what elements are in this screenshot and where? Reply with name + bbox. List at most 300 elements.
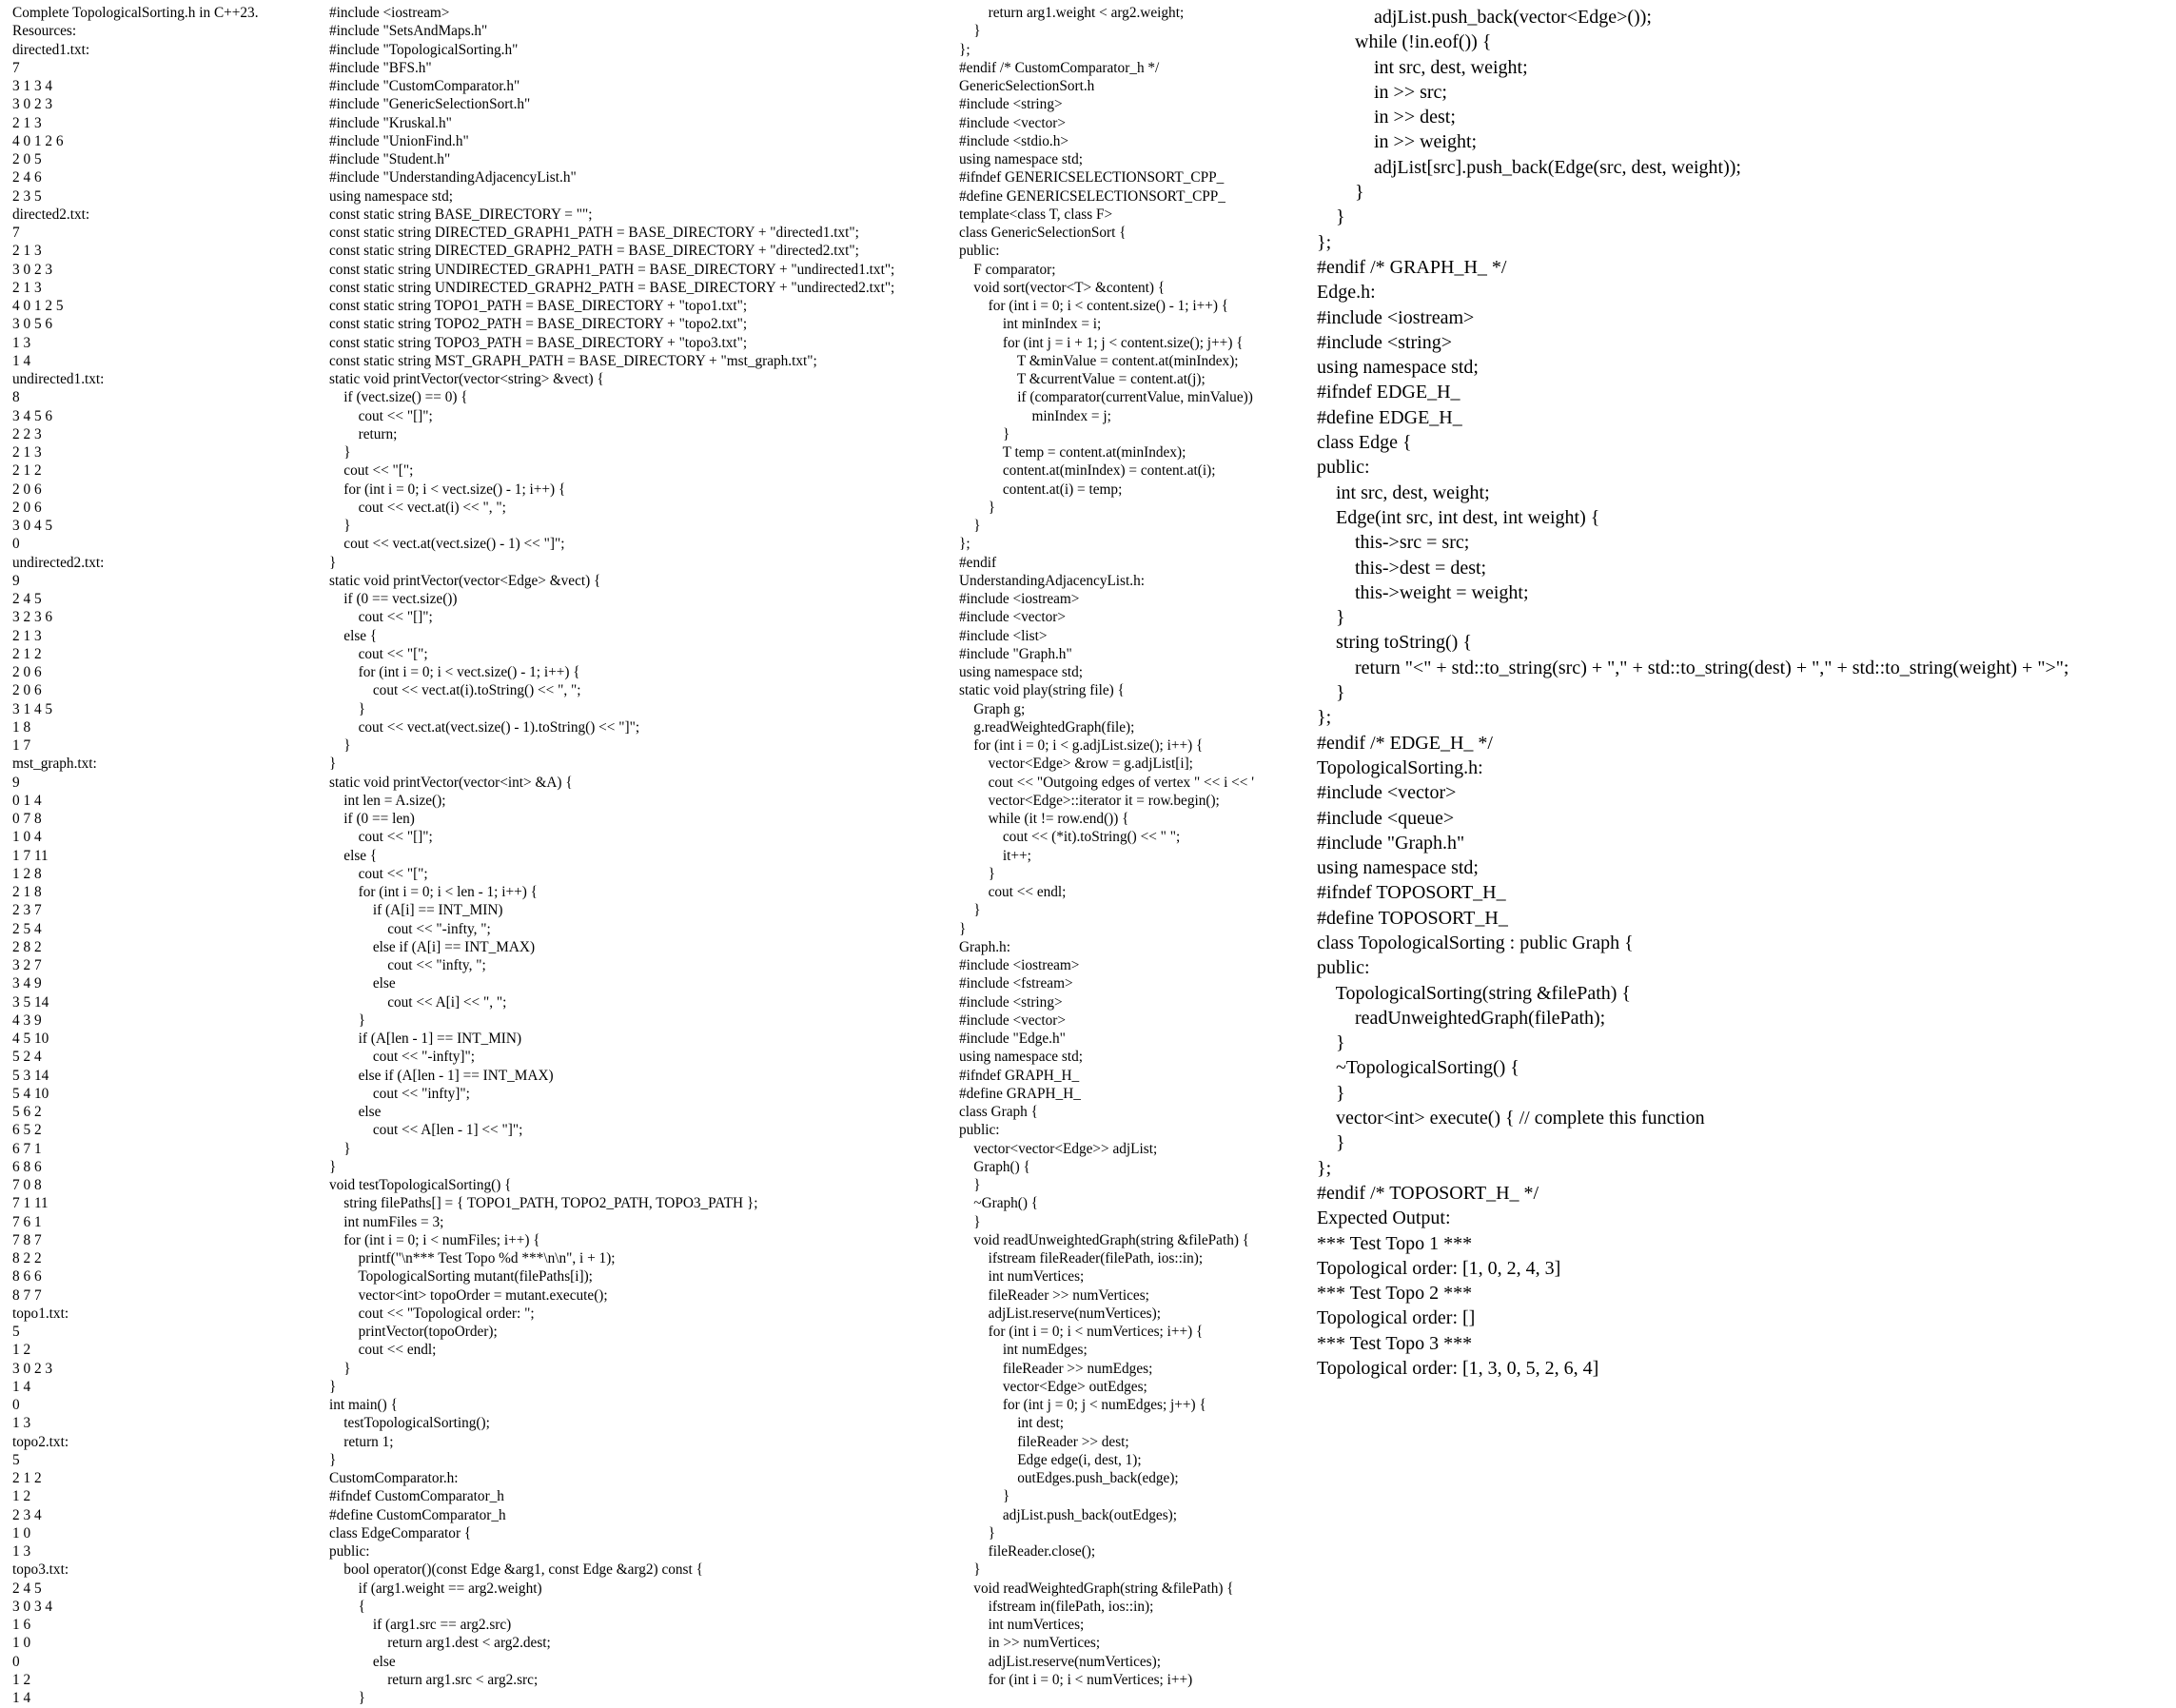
text-line: *** Test Topo 1 *** bbox=[1317, 1232, 1473, 1254]
text-line: #include <string> bbox=[959, 993, 1063, 1011]
text-line: #include "SetsAndMaps.h" bbox=[329, 23, 488, 40]
text-line: return 1; bbox=[329, 1433, 394, 1450]
text-line: void testTopologicalSorting() { bbox=[329, 1177, 512, 1193]
text-line: adjList[src].push_back(Edge(src, dest, weight)); bbox=[1317, 156, 1741, 178]
text-line: 0 bbox=[12, 1397, 20, 1413]
text-line: 0 bbox=[12, 1653, 20, 1670]
text-line: cout << vect.at(vect.size() - 1) << "]"; bbox=[329, 536, 565, 553]
text-line: 5 4 10 bbox=[12, 1085, 49, 1102]
text-line: 2 3 7 bbox=[12, 902, 42, 919]
text-line: } bbox=[329, 1360, 351, 1377]
text-line: 3 0 4 5 bbox=[12, 518, 53, 534]
text-line: Topological order: [1, 3, 0, 5, 2, 6, 4] bbox=[1317, 1358, 1599, 1380]
text-line: } bbox=[1317, 206, 1345, 228]
text-line: } bbox=[329, 1140, 351, 1157]
text-line: topo2.txt: bbox=[12, 1433, 69, 1450]
text-line: return arg1.weight < arg2.weight; bbox=[959, 5, 1185, 21]
text-line: #define GRAPH_H_ bbox=[959, 1085, 1081, 1102]
text-line: } bbox=[959, 499, 995, 516]
text-line: #define EDGE_H_ bbox=[1317, 406, 1462, 428]
text-line: } bbox=[959, 1213, 981, 1230]
text-line: #include <vector> bbox=[959, 609, 1066, 626]
text-line: 3 0 2 3 bbox=[12, 1360, 53, 1377]
text-line: fileReader >> numVertices; bbox=[959, 1286, 1149, 1304]
text-line: 2 1 3 bbox=[12, 243, 42, 260]
text-line: 8 bbox=[12, 389, 20, 406]
text-line: 2 5 4 bbox=[12, 920, 42, 937]
text-line: vector<Edge>::iterator it = row.begin(); bbox=[959, 792, 1220, 809]
text-line: cout << vect.at(i) << ", "; bbox=[329, 499, 506, 516]
text-line: } bbox=[959, 920, 967, 937]
text-line: 1 0 4 bbox=[12, 829, 42, 846]
text-line: if (arg1.weight == arg2.weight) bbox=[329, 1580, 542, 1597]
text-line: int numEdges; bbox=[959, 1342, 1088, 1359]
text-line: cout << A[i] << ", "; bbox=[329, 993, 507, 1011]
text-line: cout << vect.at(vect.size() - 1).toString() << "]"; bbox=[329, 718, 640, 736]
text-line: for (int i = 0; i < content.size() - 1; i++) { bbox=[959, 298, 1229, 314]
text-line: content.at(minIndex) = content.at(i); bbox=[959, 462, 1216, 480]
text-line: } bbox=[329, 1690, 365, 1706]
text-line: string filePaths[] = { TOPO1_PATH, TOPO2_PATH, TOPO3_PATH }; bbox=[329, 1195, 758, 1212]
text-line: #include "Student.h" bbox=[329, 151, 451, 167]
text-line: 1 0 bbox=[12, 1635, 31, 1652]
text-line: 5 bbox=[12, 1451, 20, 1468]
text-line: #ifndef CustomComparator_h bbox=[329, 1488, 504, 1505]
text-line: #include <fstream> bbox=[959, 975, 1073, 992]
text-line: vector<int> execute() { // complete this function bbox=[1317, 1108, 1705, 1129]
text-line: 1 3 bbox=[12, 1415, 31, 1432]
text-line: } bbox=[959, 1177, 981, 1193]
text-line: content.at(i) = temp; bbox=[959, 481, 1123, 498]
text-line: #ifndef GENERICSELECTIONSORT_CPP_ bbox=[959, 169, 1225, 187]
text-line: for (int i = 0; i < numVertices; i++) { bbox=[959, 1324, 1204, 1340]
text-line: #include "BFS.h" bbox=[329, 59, 432, 76]
column-edge-topo-code bbox=[1317, 5, 2168, 1381]
text-line: 4 0 1 2 5 bbox=[12, 298, 64, 314]
text-line: 2 0 5 bbox=[12, 151, 42, 167]
text-line: } bbox=[959, 518, 981, 534]
text-line: } bbox=[329, 554, 337, 571]
text-line: *** Test Topo 3 *** bbox=[1317, 1332, 1473, 1354]
text-line: 5 2 4 bbox=[12, 1049, 42, 1066]
text-line: undirected1.txt: bbox=[12, 371, 105, 387]
text-line: } bbox=[959, 23, 981, 40]
text-line: public: bbox=[1317, 457, 1370, 479]
text-line: const static string BASE_DIRECTORY = ""; bbox=[329, 206, 593, 223]
text-line: } bbox=[329, 1378, 337, 1395]
text-line: topo1.txt: bbox=[12, 1305, 69, 1322]
text-line: void sort(vector<T> &content) { bbox=[959, 279, 1166, 296]
text-line: cout << "["; bbox=[329, 645, 428, 662]
text-line: #include <vector> bbox=[1317, 782, 1457, 804]
text-line: ifstream fileReader(filePath, ios::in); bbox=[959, 1250, 1204, 1266]
text-line: *** Test Topo 2 *** bbox=[1317, 1283, 1473, 1305]
text-line: vector<int> topoOrder = mutant.execute(); bbox=[329, 1286, 608, 1304]
text-line: return; bbox=[329, 425, 398, 442]
text-line: 2 0 6 bbox=[12, 481, 42, 498]
text-line: Complete TopologicalSorting.h in C++23. bbox=[12, 5, 259, 21]
text-line: #ifndef TOPOSORT_H_ bbox=[1317, 882, 1506, 904]
text-line: #include <queue> bbox=[1317, 807, 1455, 829]
text-line: 2 1 2 bbox=[12, 1470, 42, 1486]
text-line: 2 0 6 bbox=[12, 682, 42, 699]
text-line: 7 bbox=[12, 225, 20, 241]
text-line: #include "Kruskal.h" bbox=[329, 114, 452, 131]
text-line: }; bbox=[1317, 1157, 1332, 1179]
text-line: TopologicalSorting mutant(filePaths[i]); bbox=[329, 1268, 593, 1286]
text-line: bool operator()(const Edge &arg1, const Edge &arg2) const { bbox=[329, 1561, 703, 1579]
column-headers-code bbox=[959, 4, 1311, 1689]
text-line: 1 2 bbox=[12, 1671, 31, 1688]
text-line: topo3.txt: bbox=[12, 1561, 69, 1579]
text-line: const static string TOPO2_PATH = BASE_DIRECTORY + "topo2.txt"; bbox=[329, 316, 748, 333]
text-line: fileReader >> dest; bbox=[959, 1433, 1129, 1450]
text-line: void readWeightedGraph(string &filePath) { bbox=[959, 1580, 1234, 1597]
text-line: if (vect.size() == 0) { bbox=[329, 389, 468, 406]
text-line: 7 0 8 bbox=[12, 1177, 42, 1193]
text-line: vector<vector<Edge>> adjList; bbox=[959, 1140, 1158, 1157]
text-line: #include "Graph.h" bbox=[1317, 832, 1465, 854]
text-line: if (0 == vect.size()) bbox=[329, 591, 458, 607]
text-line: 2 0 6 bbox=[12, 664, 42, 680]
text-line: readUnweightedGraph(filePath); bbox=[1317, 1007, 1606, 1029]
text-line: else bbox=[329, 975, 396, 992]
text-line: 1 2 bbox=[12, 1488, 31, 1505]
text-line: for (int j = i + 1; j < content.size(); j++) { bbox=[959, 334, 1244, 351]
text-line: #include <stdio.h> bbox=[959, 132, 1068, 149]
text-line: int numFiles = 3; bbox=[329, 1213, 444, 1230]
text-line: ~TopologicalSorting() { bbox=[1317, 1057, 1519, 1079]
text-line: #include <string> bbox=[1317, 331, 1452, 353]
text-line: } bbox=[1317, 1082, 1345, 1104]
text-line: Topological order: [1, 0, 2, 4, 3] bbox=[1317, 1257, 1561, 1279]
text-line: static void printVector(vector<int> &A) { bbox=[329, 774, 573, 791]
text-line: Graph() { bbox=[959, 1158, 1030, 1175]
text-line: 3 0 3 4 bbox=[12, 1598, 53, 1615]
text-line: this->dest = dest; bbox=[1317, 557, 1487, 579]
text-line: TopologicalSorting(string &filePath) { bbox=[1317, 982, 1632, 1004]
text-line: adjList.push_back(vector<Edge>()); bbox=[1317, 7, 1652, 28]
text-line: TopologicalSorting.h: bbox=[1317, 756, 1483, 778]
text-line: } bbox=[329, 1011, 365, 1029]
text-line: 1 0 bbox=[12, 1524, 31, 1541]
text-line: 1 6 bbox=[12, 1617, 31, 1633]
text-line: outEdges.push_back(edge); bbox=[959, 1470, 1179, 1486]
text-line: } bbox=[329, 756, 337, 773]
text-line: 3 5 14 bbox=[12, 993, 49, 1011]
text-line: } bbox=[959, 1488, 1010, 1505]
text-line: int src, dest, weight; bbox=[1317, 481, 1490, 503]
text-line: Topological order: [] bbox=[1317, 1307, 1476, 1329]
text-line: using namespace std; bbox=[1317, 857, 1479, 879]
text-line: #include "Graph.h" bbox=[959, 645, 1072, 662]
text-line: 3 4 5 6 bbox=[12, 407, 53, 424]
text-line: if (A[len - 1] == INT_MIN) bbox=[329, 1031, 522, 1047]
text-line: ~Graph() { bbox=[959, 1195, 1039, 1212]
text-line: 1 4 bbox=[12, 1378, 31, 1395]
text-line: 2 1 8 bbox=[12, 884, 42, 900]
text-line: Graph.h: bbox=[959, 938, 1010, 955]
text-line: in >> dest; bbox=[1317, 107, 1456, 128]
text-line: #endif /* CustomComparator_h */ bbox=[959, 59, 1160, 76]
text-line: 7 1 11 bbox=[12, 1195, 49, 1212]
text-line: adjList.push_back(outEdges); bbox=[959, 1506, 1177, 1523]
text-line: cout << "Topological order: "; bbox=[329, 1305, 535, 1322]
text-line: 2 8 2 bbox=[12, 938, 42, 955]
text-line: #include <iostream> bbox=[329, 5, 450, 21]
text-line: #ifndef GRAPH_H_ bbox=[959, 1067, 1080, 1084]
text-line: 3 1 3 4 bbox=[12, 78, 53, 94]
text-line: 3 4 9 bbox=[12, 975, 42, 992]
text-line: 2 1 3 bbox=[12, 114, 42, 131]
text-line: const static string TOPO3_PATH = BASE_DIRECTORY + "topo3.txt"; bbox=[329, 334, 748, 351]
text-line: cout << "["; bbox=[329, 865, 428, 882]
text-line: 2 1 2 bbox=[12, 645, 42, 662]
text-line: #include "UnderstandingAdjacencyList.h" bbox=[329, 169, 577, 187]
text-line: minIndex = j; bbox=[959, 407, 1111, 424]
text-line: #define TOPOSORT_H_ bbox=[1317, 907, 1508, 929]
text-line: 2 1 3 bbox=[12, 627, 42, 644]
text-line: public: bbox=[959, 1122, 1000, 1139]
text-line: Edge edge(i, dest, 1); bbox=[959, 1451, 1142, 1468]
text-line: 3 2 3 6 bbox=[12, 609, 53, 626]
text-line: cout << "[]"; bbox=[329, 829, 433, 846]
text-line: #endif bbox=[959, 554, 997, 571]
text-line: for (int i = 0; i < len - 1; i++) { bbox=[329, 884, 539, 900]
text-line: cout << "infty, "; bbox=[329, 957, 486, 973]
text-line: #include <string> bbox=[959, 96, 1063, 113]
text-line: class Edge { bbox=[1317, 432, 1412, 454]
text-line: directed2.txt: bbox=[12, 206, 90, 223]
text-line: using namespace std; bbox=[959, 151, 1083, 167]
text-line: for (int i = 0; i < numFiles; i++) { bbox=[329, 1231, 540, 1248]
text-line: for (int j = 0; j < numEdges; j++) { bbox=[959, 1397, 1206, 1413]
text-line: int src, dest, weight; bbox=[1317, 56, 1528, 78]
text-line: Graph g; bbox=[959, 700, 1026, 717]
text-line: #include "CustomComparator.h" bbox=[329, 78, 520, 94]
text-line: adjList.reserve(numVertices); bbox=[959, 1653, 1161, 1670]
text-line: for (int i = 0; i < vect.size() - 1; i++) { bbox=[329, 664, 580, 680]
text-line: 8 2 2 bbox=[12, 1250, 42, 1266]
text-line: }; bbox=[1317, 231, 1332, 253]
text-line: cout << "["; bbox=[329, 462, 414, 480]
text-line: fileReader.close(); bbox=[959, 1543, 1096, 1560]
text-line: #include <iostream> bbox=[959, 591, 1080, 607]
text-line: 2 3 4 bbox=[12, 1506, 42, 1523]
text-line: } bbox=[959, 1524, 995, 1541]
text-line: fileReader >> numEdges; bbox=[959, 1360, 1153, 1377]
text-line: int minIndex = i; bbox=[959, 316, 1102, 333]
column-resources bbox=[12, 4, 317, 1707]
text-line: 2 1 3 bbox=[12, 279, 42, 296]
text-line: 0 1 4 bbox=[12, 792, 42, 809]
text-line: ifstream in(filePath, ios::in); bbox=[959, 1598, 1154, 1615]
text-line: #endif /* TOPOSORT_H_ */ bbox=[1317, 1182, 1539, 1204]
text-line: 3 0 5 6 bbox=[12, 316, 53, 333]
text-line: class TopologicalSorting : public Graph { bbox=[1317, 932, 1634, 953]
text-line: 2 1 2 bbox=[12, 462, 42, 480]
text-line: } bbox=[1317, 182, 1364, 204]
text-line: #include "GenericSelectionSort.h" bbox=[329, 96, 531, 113]
text-line: printf("\n*** Test Topo %d ***\n\n", i + 1); bbox=[329, 1250, 616, 1266]
text-line: 1 3 bbox=[12, 1543, 31, 1560]
text-line: 8 7 7 bbox=[12, 1286, 42, 1304]
text-line: } bbox=[1317, 1032, 1345, 1054]
text-line: 1 7 11 bbox=[12, 847, 49, 864]
text-line: cout << vect.at(i).toString() << ", "; bbox=[329, 682, 581, 699]
text-line: } bbox=[329, 444, 351, 461]
text-line: undirected2.txt: bbox=[12, 554, 105, 571]
text-line: adjList.reserve(numVertices); bbox=[959, 1305, 1161, 1322]
text-line: } bbox=[329, 1451, 337, 1468]
text-line: cout << "[]"; bbox=[329, 407, 433, 424]
text-line: in >> src; bbox=[1317, 81, 1447, 103]
text-line: static void printVector(vector<Edge> &vect) { bbox=[329, 572, 601, 589]
text-line: 0 7 8 bbox=[12, 811, 42, 827]
text-line: if (0 == len) bbox=[329, 811, 415, 827]
text-line: 1 3 bbox=[12, 334, 31, 351]
text-line: for (int i = 0; i < g.adjList.size(); i++) { bbox=[959, 737, 1204, 754]
text-line: using namespace std; bbox=[329, 187, 453, 205]
text-line: } bbox=[329, 737, 351, 754]
text-line: Resources: bbox=[12, 23, 77, 40]
text-line: const static string UNDIRECTED_GRAPH2_PATH = BASE_DIRECTORY + "undirected2.txt"; bbox=[329, 279, 895, 296]
text-line: }; bbox=[1317, 707, 1332, 729]
text-line: int dest; bbox=[959, 1415, 1065, 1432]
text-line: testTopologicalSorting(); bbox=[329, 1415, 490, 1432]
text-line: 6 8 6 bbox=[12, 1158, 42, 1175]
text-line: }; bbox=[959, 536, 970, 553]
text-line: 4 5 10 bbox=[12, 1031, 49, 1047]
text-line: 7 bbox=[12, 59, 20, 76]
text-line: using namespace std; bbox=[959, 664, 1083, 680]
text-line: else if (A[len - 1] == INT_MAX) bbox=[329, 1067, 554, 1084]
text-line: directed1.txt: bbox=[12, 41, 90, 58]
column-main-code bbox=[329, 4, 943, 1707]
text-line: const static string TOPO1_PATH = BASE_DIRECTORY + "topo1.txt"; bbox=[329, 298, 748, 314]
text-line: 6 7 1 bbox=[12, 1140, 42, 1157]
text-line: string toString() { bbox=[1317, 632, 1472, 654]
text-line: if (arg1.src == arg2.src) bbox=[329, 1617, 512, 1633]
text-line: #include <iostream> bbox=[1317, 306, 1475, 328]
text-line: } bbox=[1317, 682, 1345, 704]
text-line: return "<" + std::to_string(src) + "," + std::to_string(dest) + "," + std::to_string(weight) + ">"; bbox=[1317, 657, 2069, 678]
text-line: #define GENERICSELECTIONSORT_CPP_ bbox=[959, 187, 1225, 205]
text-line: public: bbox=[329, 1543, 370, 1560]
text-line: else { bbox=[329, 627, 378, 644]
text-line: return arg1.dest < arg2.dest; bbox=[329, 1635, 551, 1652]
text-line: 9 bbox=[12, 774, 20, 791]
text-line: T &minValue = content.at(minIndex); bbox=[959, 352, 1239, 369]
text-line: cout << "-infty]"; bbox=[329, 1049, 475, 1066]
text-line: static void play(string file) { bbox=[959, 682, 1125, 699]
text-line: const static string UNDIRECTED_GRAPH1_PATH = BASE_DIRECTORY + "undirected1.txt"; bbox=[329, 261, 895, 278]
text-line: printVector(topoOrder); bbox=[329, 1324, 498, 1340]
text-line: 6 5 2 bbox=[12, 1122, 42, 1139]
text-line: #include <vector> bbox=[959, 114, 1066, 131]
text-line: cout << "infty]"; bbox=[329, 1085, 470, 1102]
text-line: cout << "[]"; bbox=[329, 609, 433, 626]
text-line: 5 bbox=[12, 1324, 20, 1340]
text-line: Expected Output: bbox=[1317, 1207, 1451, 1229]
text-line: using namespace std; bbox=[1317, 357, 1479, 379]
text-line: T &currentValue = content.at(j); bbox=[959, 371, 1206, 387]
text-line: return arg1.src < arg2.src; bbox=[329, 1671, 539, 1688]
text-line: static void printVector(vector<string> &vect) { bbox=[329, 371, 604, 387]
text-line: } bbox=[959, 1561, 981, 1579]
text-line: else bbox=[329, 1104, 382, 1120]
text-line: #endif /* GRAPH_H_ */ bbox=[1317, 256, 1507, 278]
text-line: if (comparator(currentValue, minValue)) bbox=[959, 389, 1253, 406]
text-line: vector<Edge> &row = g.adjList[i]; bbox=[959, 756, 1193, 773]
text-line: #include <iostream> bbox=[959, 957, 1080, 973]
text-line: 2 4 5 bbox=[12, 591, 42, 607]
text-line: cout << endl; bbox=[329, 1342, 437, 1359]
text-line: 3 0 2 3 bbox=[12, 261, 53, 278]
text-line: 5 6 2 bbox=[12, 1104, 42, 1120]
text-line: T temp = content.at(minIndex); bbox=[959, 444, 1186, 461]
text-line: } bbox=[959, 902, 981, 919]
text-line: } bbox=[329, 1158, 337, 1175]
text-line: void readUnweightedGraph(string &filePath) { bbox=[959, 1231, 1250, 1248]
text-line: const static string MST_GRAPH_PATH = BASE_DIRECTORY + "mst_graph.txt"; bbox=[329, 352, 817, 369]
text-line: 7 6 1 bbox=[12, 1213, 42, 1230]
text-line: 8 6 6 bbox=[12, 1268, 42, 1286]
text-line: public: bbox=[959, 243, 1000, 260]
text-line: while (it != row.end()) { bbox=[959, 811, 1129, 827]
text-line: } bbox=[1317, 1132, 1345, 1154]
text-line: class EdgeComparator { bbox=[329, 1524, 472, 1541]
text-line: else bbox=[329, 1653, 396, 1670]
text-line: g.readWeightedGraph(file); bbox=[959, 718, 1135, 736]
text-line: 2 4 5 bbox=[12, 1580, 42, 1597]
text-line: cout << "Outgoing edges of vertex " << i << ' bbox=[959, 774, 1255, 791]
text-line: F comparator; bbox=[959, 261, 1056, 278]
text-line: it++; bbox=[959, 847, 1031, 864]
text-line: int main() { bbox=[329, 1397, 398, 1413]
text-line: 1 7 bbox=[12, 737, 31, 754]
text-line: 3 1 4 5 bbox=[12, 700, 53, 717]
text-line: else if (A[i] == INT_MAX) bbox=[329, 938, 536, 955]
text-line: 3 0 2 3 bbox=[12, 96, 53, 113]
text-line: while (!in.eof()) { bbox=[1317, 31, 1492, 53]
text-line: 3 2 7 bbox=[12, 957, 42, 973]
text-line: 1 8 bbox=[12, 718, 31, 736]
text-line: int numVertices; bbox=[959, 1617, 1085, 1633]
text-line: 0 bbox=[12, 536, 20, 553]
text-line: 1 2 8 bbox=[12, 865, 42, 882]
text-line: 2 3 5 bbox=[12, 187, 42, 205]
text-line: in >> weight; bbox=[1317, 131, 1478, 153]
text-line: } bbox=[959, 865, 995, 882]
text-line: this->weight = weight; bbox=[1317, 581, 1529, 603]
text-line: this->src = src; bbox=[1317, 532, 1470, 554]
text-line: cout << endl; bbox=[959, 884, 1067, 900]
text-line: 1 2 bbox=[12, 1342, 31, 1359]
text-line: for (int i = 0; i < numVertices; i++) bbox=[959, 1671, 1193, 1688]
text-line: mst_graph.txt: bbox=[12, 756, 97, 773]
text-line: 1 4 bbox=[12, 352, 31, 369]
text-line: template<class T, class F> bbox=[959, 206, 1113, 223]
text-line: #ifndef EDGE_H_ bbox=[1317, 382, 1460, 403]
text-line: if (A[i] == INT_MIN) bbox=[329, 902, 503, 919]
text-line: else { bbox=[329, 847, 378, 864]
text-line: cout << (*it).toString() << " "; bbox=[959, 829, 1181, 846]
text-line: vector<Edge> outEdges; bbox=[959, 1378, 1147, 1395]
text-line: const static string DIRECTED_GRAPH1_PATH = BASE_DIRECTORY + "directed1.txt"; bbox=[329, 225, 859, 241]
text-line: Edge.h: bbox=[1317, 282, 1376, 304]
text-line: 4 0 1 2 6 bbox=[12, 132, 64, 149]
